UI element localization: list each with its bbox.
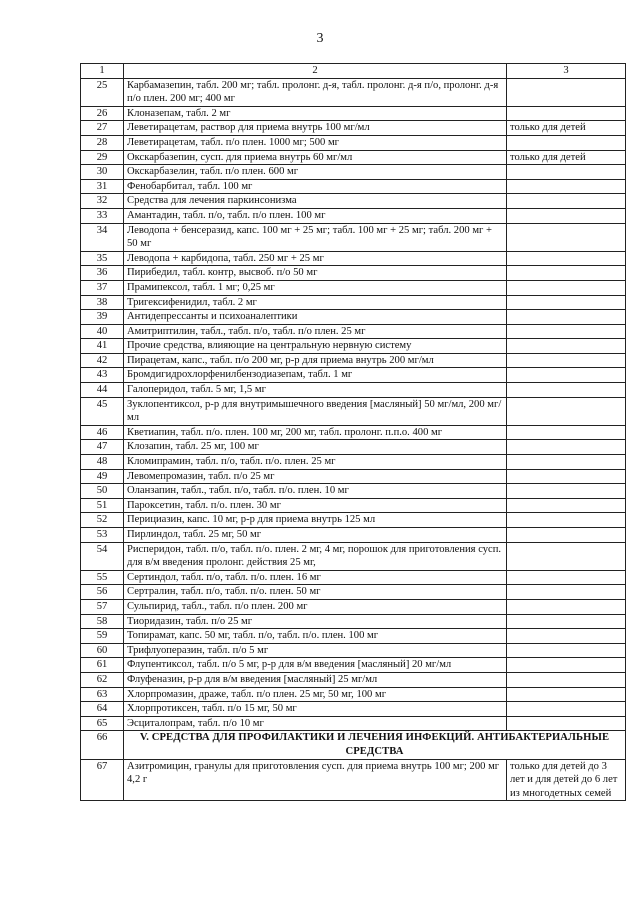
drug-description: Флуфеназин, р-р для в/м введения [масляный] 25 мг/мл <box>124 672 507 687</box>
table-row <box>81 310 626 325</box>
row-note <box>507 440 626 455</box>
row-number: 25 <box>81 78 124 106</box>
drug-description: Пирлиндол, табл. 25 мг, 50 мг <box>124 528 507 543</box>
row-number: 34 <box>81 223 124 251</box>
table-row <box>81 106 626 121</box>
table-row <box>81 251 626 266</box>
row-note <box>507 687 626 702</box>
row-number: 49 <box>81 469 124 484</box>
row-note: только для детей <box>507 150 626 165</box>
row-number: 56 <box>81 585 124 600</box>
drug-description: Фенобарбитал, табл. 100 мг <box>124 179 507 194</box>
row-note: только для детей <box>507 121 626 136</box>
row-number: 45 <box>81 397 124 425</box>
row-note <box>507 194 626 209</box>
table-row <box>81 280 626 295</box>
row-number: 26 <box>81 106 124 121</box>
table-row <box>81 643 626 658</box>
table-row <box>81 542 626 570</box>
section-title: V. СРЕДСТВА ДЛЯ ПРОФИЛАКТИКИ И ЛЕЧЕНИЯ ИНФЕКЦИЙ. АНТИБАКТЕРИАЛЬНЫЕ СРЕДСТВА <box>124 731 626 759</box>
table-row <box>81 469 626 484</box>
drug-description: Тригексифенидил, табл. 2 мг <box>124 295 507 310</box>
row-note <box>507 135 626 150</box>
row-number: 63 <box>81 687 124 702</box>
row-number: 38 <box>81 295 124 310</box>
drug-description: Топирамат, капс. 50 мг, табл. п/о, табл. п/о. плен. 100 мг <box>124 629 507 644</box>
row-note <box>507 368 626 383</box>
drug-description: Прочие средства, влияющие на центральную нервную систему <box>124 339 507 354</box>
row-number: 64 <box>81 702 124 717</box>
row-number: 59 <box>81 629 124 644</box>
row-number: 35 <box>81 251 124 266</box>
page-number: 3 <box>316 31 324 46</box>
drug-description: Клоназепам, табл. 2 мг <box>124 106 507 121</box>
drug-description: Хлорпромазин, драже, табл. п/о плен. 25 мг, 50 мг, 100 мг <box>124 687 507 702</box>
row-number: 66 <box>81 731 124 759</box>
row-number: 65 <box>81 716 124 731</box>
drug-description: Азитромицин, гранулы для приготовления сусп. для приема внутрь 100 мг; 200 мг 4,2 г <box>124 759 507 801</box>
row-number: 29 <box>81 150 124 165</box>
table-row <box>81 397 626 425</box>
table-row <box>81 687 626 702</box>
table-row <box>81 208 626 223</box>
row-number: 60 <box>81 643 124 658</box>
table-row <box>81 570 626 585</box>
table-row <box>81 135 626 150</box>
row-note <box>507 266 626 281</box>
row-note <box>507 702 626 717</box>
row-note <box>507 383 626 398</box>
row-note: только для детей до 3 лет и для детей до 6 лет из многодетных семей <box>507 759 626 801</box>
table-row <box>81 324 626 339</box>
drug-description: Флупентиксол, табл. п/о 5 мг, р-р для в/м введения [масляный] 20 мг/мл <box>124 658 507 673</box>
table-row <box>81 165 626 180</box>
drug-description: Оланзапин, табл., табл. п/о, табл. п/о. плен. 10 мг <box>124 484 507 499</box>
table-row <box>81 759 626 801</box>
drug-description: Окскарбазепин, сусп. для приема внутрь 60 мг/мл <box>124 150 507 165</box>
column-header: 2 <box>124 64 507 79</box>
table-row <box>81 498 626 513</box>
row-number: 39 <box>81 310 124 325</box>
table-row <box>81 672 626 687</box>
row-number: 48 <box>81 455 124 470</box>
row-note <box>507 339 626 354</box>
table-row <box>81 194 626 209</box>
table-header-row <box>81 64 626 79</box>
table-row <box>81 179 626 194</box>
table-row <box>81 339 626 354</box>
drug-description: Сертралин, табл. п/о, табл. п/о. плен. 50 мг <box>124 585 507 600</box>
row-note <box>507 498 626 513</box>
row-note <box>507 165 626 180</box>
row-note <box>507 78 626 106</box>
table-row <box>81 223 626 251</box>
row-number: 54 <box>81 542 124 570</box>
row-number: 51 <box>81 498 124 513</box>
row-number: 52 <box>81 513 124 528</box>
drug-description: Леводопа + бенсеразид, капс. 100 мг + 25 мг; табл. 100 мг + 25 мг; табл. 200 мг + 50 мг <box>124 223 507 251</box>
row-number: 27 <box>81 121 124 136</box>
drug-description: Эсциталопрам, табл. п/о 10 мг <box>124 716 507 731</box>
row-note <box>507 672 626 687</box>
drug-description: Кветиапин, табл. п/о. плен. 100 мг, 200 мг, табл. пролонг. п.п.о. 400 мг <box>124 425 507 440</box>
table-row <box>81 78 626 106</box>
table-row <box>81 658 626 673</box>
drug-description: Прамипексол, табл. 1 мг; 0,25 мг <box>124 280 507 295</box>
row-note <box>507 599 626 614</box>
row-number: 44 <box>81 383 124 398</box>
table-row <box>81 455 626 470</box>
row-note <box>507 542 626 570</box>
drug-description: Бромдигидрохлорфенилбензодиазепам, табл. 1 мг <box>124 368 507 383</box>
table-row <box>81 383 626 398</box>
table-row <box>81 295 626 310</box>
drug-description: Карбамазепин, табл. 200 мг; табл. пролонг. д-я, табл. пролонг. д-я п/о, пролонг. д-я п/о плен. 200 мг; 400 мг <box>124 78 507 106</box>
row-number: 36 <box>81 266 124 281</box>
drug-description: Перициазин, капс. 10 мг, р-р для приема внутрь 125 мл <box>124 513 507 528</box>
row-number: 31 <box>81 179 124 194</box>
row-note <box>507 658 626 673</box>
drug-description: Антидепрессанты и психоаналептики <box>124 310 507 325</box>
drug-description: Леветирацетам, раствор для приема внутрь 100 мг/мл <box>124 121 507 136</box>
drug-list-table <box>80 63 626 801</box>
drug-description: Трифлуоперазин, табл. п/о 5 мг <box>124 643 507 658</box>
drug-description: Пирацетам, капс., табл. п/о 200 мг, р-р для приема внутрь 200 мг/мл <box>124 353 507 368</box>
row-note <box>507 484 626 499</box>
drug-description: Тиоридазин, табл. п/о 25 мг <box>124 614 507 629</box>
drug-description: Пароксетин, табл. п/о. плен. 30 мг <box>124 498 507 513</box>
table-row <box>81 614 626 629</box>
row-note <box>507 425 626 440</box>
column-header: 1 <box>81 64 124 79</box>
row-note <box>507 324 626 339</box>
drug-description: Галоперидол, табл. 5 мг, 1,5 мг <box>124 383 507 398</box>
row-number: 42 <box>81 353 124 368</box>
row-number: 43 <box>81 368 124 383</box>
row-number: 61 <box>81 658 124 673</box>
drug-description: Леветирацетам, табл. п/о плен. 1000 мг; 500 мг <box>124 135 507 150</box>
table-row <box>81 484 626 499</box>
row-note <box>507 251 626 266</box>
table-row <box>81 629 626 644</box>
row-note <box>507 295 626 310</box>
row-note <box>507 208 626 223</box>
table-row <box>81 585 626 600</box>
row-note <box>507 528 626 543</box>
row-note <box>507 179 626 194</box>
section-row <box>81 731 626 759</box>
row-note <box>507 223 626 251</box>
row-number: 67 <box>81 759 124 801</box>
row-number: 28 <box>81 135 124 150</box>
drug-description: Зуклопентиксол, р-р для внутримышечного введения [масляный] 50 мг/мл, 200 мг/мл <box>124 397 507 425</box>
drug-description: Хлорпротиксен, табл. п/о 15 мг, 50 мг <box>124 702 507 717</box>
row-note <box>507 455 626 470</box>
table-row <box>81 368 626 383</box>
row-note <box>507 353 626 368</box>
drug-description: Амантадин, табл. п/о, табл. п/о плен. 100 мг <box>124 208 507 223</box>
row-number: 32 <box>81 194 124 209</box>
row-number: 47 <box>81 440 124 455</box>
table-row <box>81 716 626 731</box>
drug-description: Пирибедил, табл. контр, высвоб. п/о 50 мг <box>124 266 507 281</box>
drug-description: Средства для лечения паркинсонизма <box>124 194 507 209</box>
row-note <box>507 643 626 658</box>
table-row <box>81 353 626 368</box>
row-note <box>507 629 626 644</box>
column-header: 3 <box>507 64 626 79</box>
row-note <box>507 614 626 629</box>
drug-description: Рисперидон, табл. п/о, табл. п/о. плен. 2 мг, 4 мг, порошок для приготовления сусп. для в/м введения пролонг. действия 25 мг, <box>124 542 507 570</box>
row-note <box>507 397 626 425</box>
row-note <box>507 280 626 295</box>
row-note <box>507 716 626 731</box>
row-number: 50 <box>81 484 124 499</box>
row-number: 53 <box>81 528 124 543</box>
drug-description: Леводопа + карбидопа, табл. 250 мг + 25 мг <box>124 251 507 266</box>
table-row <box>81 440 626 455</box>
row-number: 62 <box>81 672 124 687</box>
drug-description: Кломипрамин, табл. п/о, табл. п/о. плен. 25 мг <box>124 455 507 470</box>
row-number: 33 <box>81 208 124 223</box>
row-number: 55 <box>81 570 124 585</box>
drug-description: Клозапин, табл. 25 мг, 100 мг <box>124 440 507 455</box>
drug-description: Окскарбазелин, табл. п/о плен. 600 мг <box>124 165 507 180</box>
row-number: 57 <box>81 599 124 614</box>
row-note <box>507 513 626 528</box>
row-note <box>507 310 626 325</box>
drug-description: Левомепромазин, табл. п/о 25 мг <box>124 469 507 484</box>
table-row <box>81 150 626 165</box>
table-row <box>81 513 626 528</box>
row-number: 37 <box>81 280 124 295</box>
drug-description: Амитриптилин, табл., табл. п/о, табл. п/о плен. 25 мг <box>124 324 507 339</box>
drug-description: Сертиндол, табл. п/о, табл. п/о. плен. 16 мг <box>124 570 507 585</box>
row-number: 30 <box>81 165 124 180</box>
table-row <box>81 266 626 281</box>
row-note <box>507 469 626 484</box>
table-row <box>81 121 626 136</box>
row-note <box>507 570 626 585</box>
table-row <box>81 528 626 543</box>
table-row <box>81 702 626 717</box>
row-note <box>507 585 626 600</box>
row-number: 46 <box>81 425 124 440</box>
row-number: 58 <box>81 614 124 629</box>
row-note <box>507 106 626 121</box>
drug-description: Сульпирид, табл., табл. п/о плен. 200 мг <box>124 599 507 614</box>
table-row <box>81 599 626 614</box>
row-number: 40 <box>81 324 124 339</box>
table-row <box>81 425 626 440</box>
row-number: 41 <box>81 339 124 354</box>
